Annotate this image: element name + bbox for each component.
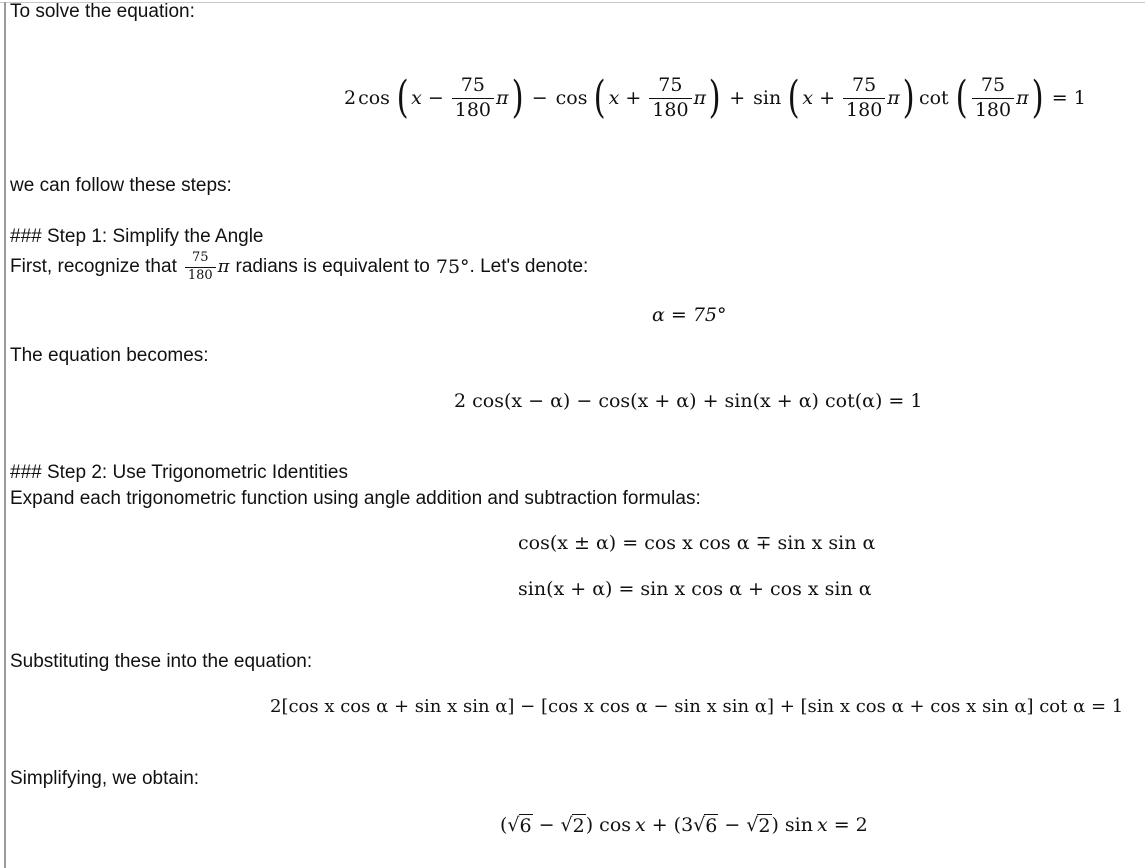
substituting-text: Substituting these into the equation: <box>10 651 313 672</box>
substituted-equation: 2[cos x cos α + sin x sin α] − [cos x cos α − sin x sin α] + [sin x cos α + cos x sin α] cot α = 1 <box>270 695 1124 717</box>
equation-alpha: 2 cos(x − α) − cos(x + α) + sin(x + α) cot(α) = 1 <box>454 390 923 412</box>
identity-sin: sin(x + α) = sin x cos α + cos x sin α <box>518 578 872 600</box>
becomes-text: The equation becomes: <box>10 345 209 366</box>
fraction: $\frac{75}{180}$ <box>452 75 494 122</box>
step1-heading: ### Step 1: Simplify the Angle <box>10 226 264 247</box>
fraction: $\frac{75}{180}$ <box>649 75 691 122</box>
simplifying-text: Simplifying, we obtain: <box>10 768 200 789</box>
alpha-definition: α = 75° <box>652 304 727 326</box>
fraction: $\frac{75}{180}$ <box>972 75 1014 122</box>
final-equation: ( √ 6 − √ 2 ) cos x + ( 3 √ 6 − √ 2 ) sin x = 2 <box>500 814 868 837</box>
step2-heading: ### Step 2: Use Trigonometric Identities <box>10 462 348 483</box>
identity-cos: cos(x ± α) = cos x cos α ∓ sin x sin α <box>518 532 876 554</box>
document-left-border <box>4 2 6 868</box>
main-equation: 2 cos ( x − $\frac{75}{180}$ π ) − cos ( x + $\frac{75}{180}$ π ) + sin ( x + $\frac{75}{180}$ π ) cot ( $\frac{75}{180}$ π ) = 1 <box>344 72 1086 123</box>
solution-document <box>10 0 1140 868</box>
fraction: $\frac{75}{180}$ <box>843 75 885 122</box>
follow-text: we can follow these steps: <box>10 175 232 196</box>
step2-line: Expand each trigonometric function using angle addition and subtraction formulas: <box>10 488 701 509</box>
fraction: $\frac{75}{180}$ <box>185 251 216 284</box>
step1-line: First, recognize that $\frac{75}{180}$ π radians is equivalent to 75° . Let's denote: <box>10 249 589 283</box>
intro-text: To solve the equation: <box>10 1 195 22</box>
